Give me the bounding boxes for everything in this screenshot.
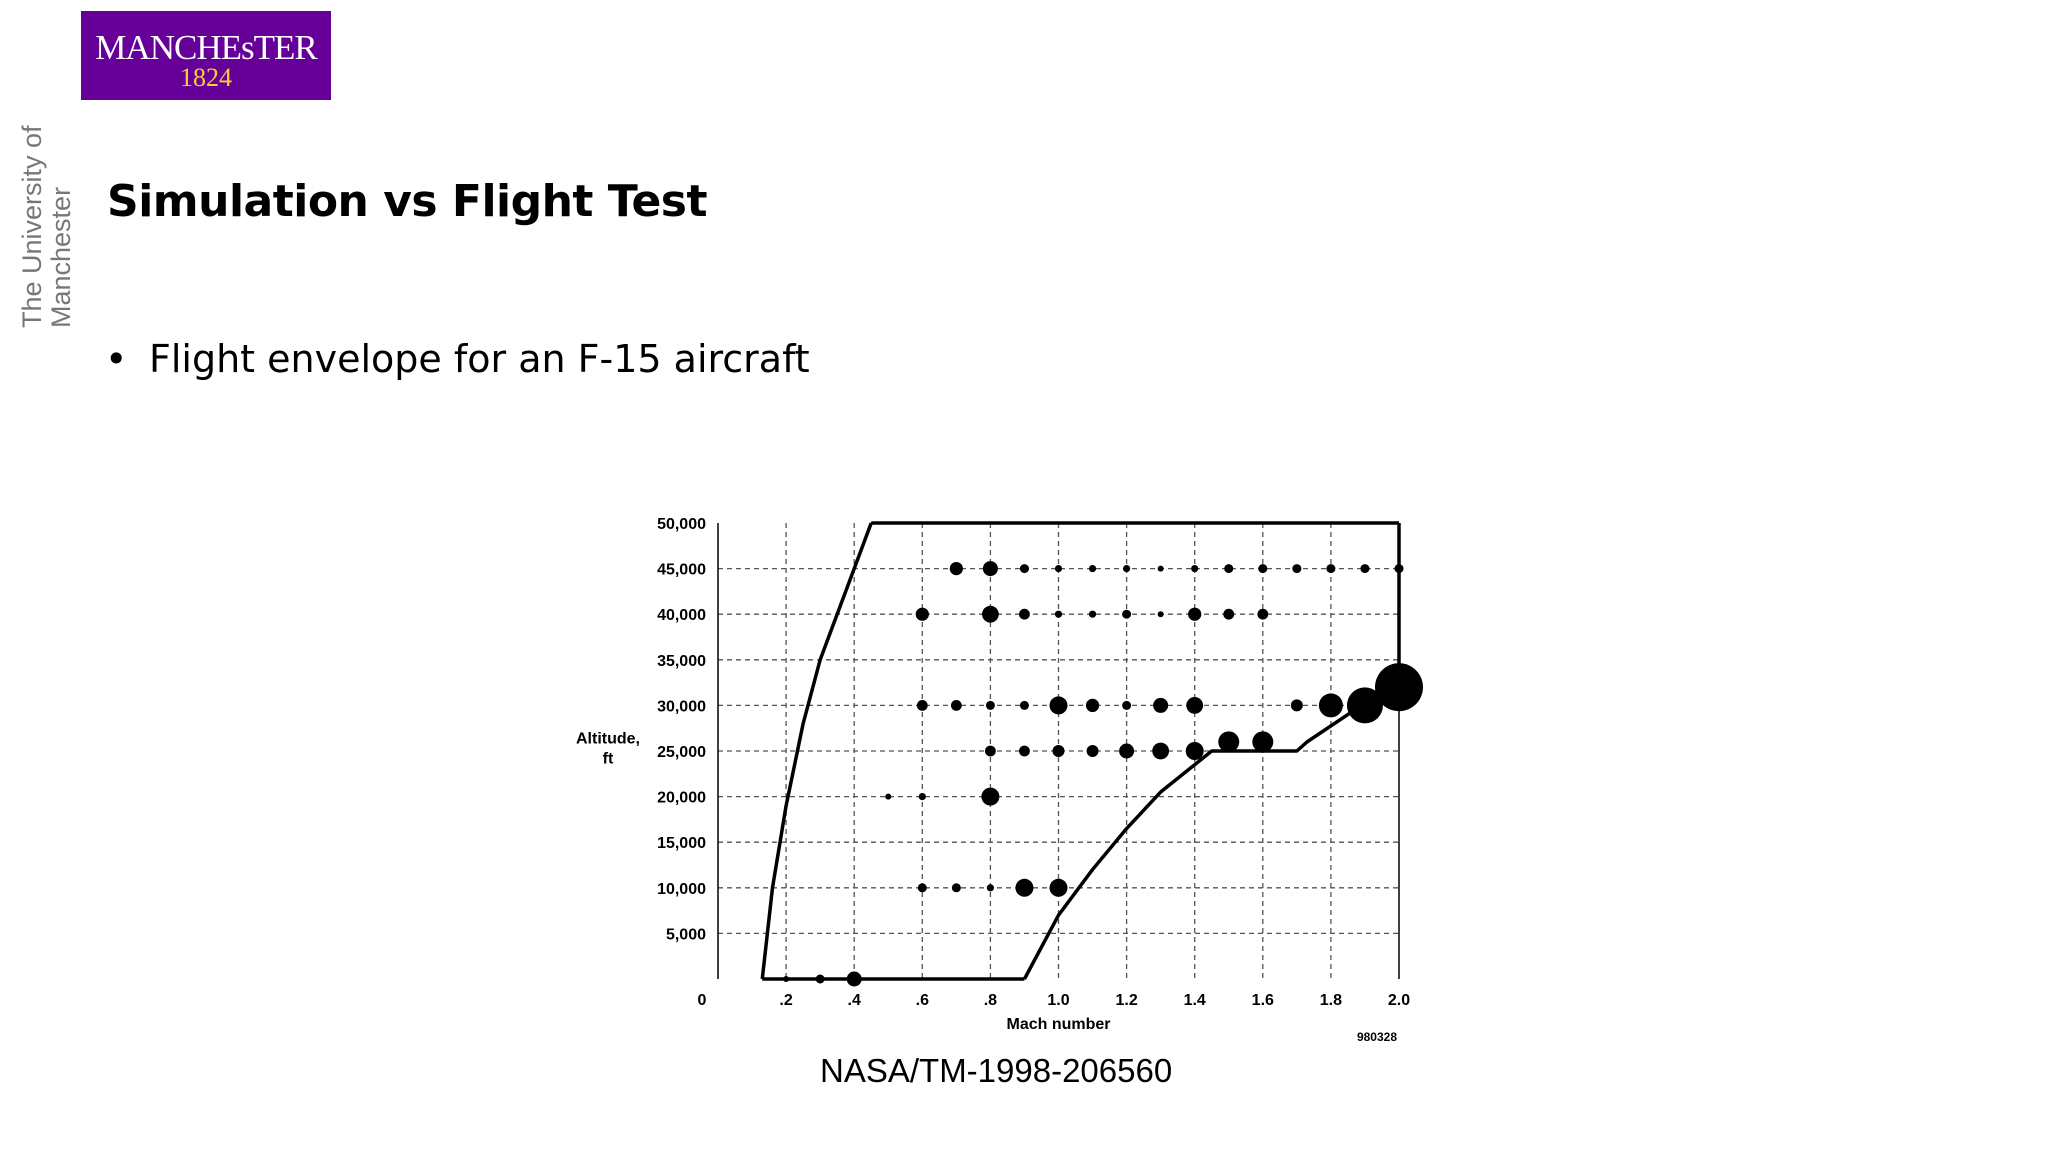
test-point <box>986 701 995 710</box>
test-point <box>951 700 962 711</box>
test-point <box>1158 566 1164 572</box>
test-point <box>1123 565 1130 572</box>
logo-year: 1824 <box>180 63 232 92</box>
y-axis-label-line1: Altitude, <box>576 730 640 748</box>
x-tick-label: 0 <box>697 992 707 1009</box>
x-tick-label: 1.0 <box>1047 992 1070 1009</box>
test-point <box>952 883 961 892</box>
test-point <box>982 606 999 623</box>
test-point <box>950 562 963 575</box>
test-point <box>1223 609 1234 620</box>
x-tick-label: 1.2 <box>1115 992 1138 1009</box>
test-point <box>1218 731 1239 752</box>
x-tick-label: .8 <box>983 992 998 1009</box>
x-tick-label: .4 <box>847 992 861 1009</box>
y-tick-label: 30,000 <box>657 698 706 716</box>
test-point <box>1019 609 1030 620</box>
test-point <box>1055 611 1062 618</box>
test-point <box>1050 696 1068 714</box>
test-point <box>1292 564 1301 573</box>
test-point <box>1153 698 1168 713</box>
test-point <box>987 884 994 891</box>
test-point <box>1089 565 1096 572</box>
test-point <box>1053 745 1065 757</box>
y-tick-label: 40,000 <box>657 607 706 625</box>
test-point <box>1122 610 1131 619</box>
test-point <box>1015 879 1033 897</box>
test-point <box>1186 742 1204 760</box>
test-point <box>919 793 926 800</box>
x-tick-label: 1.6 <box>1251 992 1274 1009</box>
test-point <box>1252 731 1273 752</box>
y-axis-label-line2: ft <box>602 750 614 768</box>
test-point <box>1360 564 1369 573</box>
test-point <box>1257 609 1268 620</box>
test-point <box>1020 701 1029 710</box>
y-tick-label: 50,000 <box>657 516 706 533</box>
test-point <box>1055 565 1062 572</box>
test-point <box>1326 564 1335 573</box>
bullet-dot-icon: • <box>105 337 128 381</box>
y-tick-label: 5,000 <box>665 926 706 944</box>
test-point <box>885 794 891 800</box>
test-point <box>1258 564 1267 573</box>
test-point <box>1050 879 1068 897</box>
test-point <box>918 883 927 892</box>
x-axis-label: Mach number <box>1006 1016 1111 1033</box>
test-point <box>1375 663 1423 711</box>
test-point <box>847 972 862 987</box>
x-tick-label: 1.4 <box>1183 992 1206 1009</box>
test-point <box>916 608 929 621</box>
test-point <box>783 976 789 982</box>
figure-id: 980328 <box>1356 1030 1397 1044</box>
y-tick-label: 45,000 <box>657 561 706 579</box>
y-tick-label: 10,000 <box>657 880 706 898</box>
test-point <box>1191 565 1198 572</box>
test-point <box>1158 611 1164 617</box>
university-name: The University of Manchester <box>17 125 76 328</box>
y-tick-label: 35,000 <box>657 652 706 670</box>
test-point <box>1122 701 1131 710</box>
test-point <box>1319 693 1343 717</box>
test-point <box>1395 564 1404 573</box>
test-point <box>1086 699 1099 712</box>
x-tick-label: 1.8 <box>1319 992 1343 1009</box>
logo-name: MANCHEsTER <box>95 28 317 67</box>
x-tick-label: 2.0 <box>1387 992 1411 1009</box>
test-point <box>1186 697 1203 714</box>
bullet-text: Flight envelope for an F-15 aircraft <box>149 337 810 381</box>
y-tick-label: 25,000 <box>657 744 706 761</box>
test-point <box>917 700 928 711</box>
test-point <box>1087 745 1099 757</box>
test-point <box>1152 743 1169 760</box>
test-point <box>816 975 825 984</box>
slide-title: Simulation vs Flight Test <box>107 176 708 227</box>
test-point <box>1019 746 1030 757</box>
test-point <box>1089 611 1096 618</box>
test-point <box>1291 699 1303 711</box>
citation: NASA/TM-1998-206560 <box>820 1052 1173 1089</box>
y-tick-label: 15,000 <box>657 835 706 853</box>
test-point <box>1224 564 1233 573</box>
test-point <box>985 746 996 757</box>
test-point <box>1119 744 1134 759</box>
x-tick-label: .2 <box>779 992 793 1009</box>
test-point <box>981 788 999 806</box>
test-point <box>983 561 998 576</box>
test-point <box>1020 564 1029 573</box>
x-tick-label: .6 <box>915 992 929 1009</box>
test-point <box>1188 608 1201 621</box>
y-tick-label: 20,000 <box>657 789 706 807</box>
